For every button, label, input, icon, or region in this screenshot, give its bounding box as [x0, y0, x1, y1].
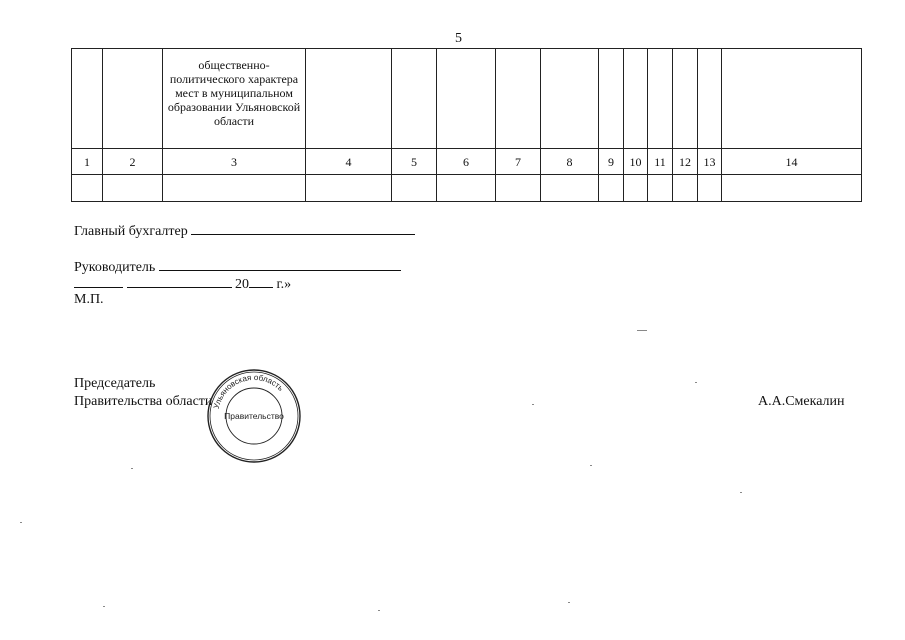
stamp-ring-text: Ульяновская область — [211, 372, 286, 410]
column-number: 14 — [722, 149, 862, 175]
date-day-blank — [74, 275, 123, 288]
date-suffix: г.» — [276, 277, 292, 292]
table-cell — [103, 49, 163, 149]
table-cell — [306, 49, 392, 149]
table-cell — [698, 175, 722, 202]
table-cell — [624, 175, 648, 202]
table-cell — [673, 175, 698, 202]
page-number: 5 — [455, 31, 462, 46]
table-cell — [72, 49, 103, 149]
scan-speck — [103, 606, 105, 607]
table-cell — [437, 49, 496, 149]
table-cell — [437, 175, 496, 202]
table-cell — [673, 49, 698, 149]
table-cell — [306, 175, 392, 202]
table-cell — [496, 175, 541, 202]
column-number: 9 — [599, 149, 624, 175]
table-cell — [72, 175, 103, 202]
column-number: 2 — [103, 149, 163, 175]
table-cell — [496, 49, 541, 149]
column-number: 11 — [648, 149, 673, 175]
table-cell — [624, 49, 648, 149]
chairman-name: А.А.Смекалин — [758, 394, 845, 409]
scan-speck — [637, 330, 647, 331]
scan-speck — [131, 468, 133, 469]
table-cell — [722, 175, 862, 202]
table-cell — [599, 49, 624, 149]
table-cell — [163, 175, 306, 202]
table-cell — [648, 175, 673, 202]
column-number: 5 — [392, 149, 437, 175]
seal-place-label: М.П. — [74, 292, 104, 307]
chairman-title-line1: Председатель — [74, 376, 156, 391]
signature-blank — [159, 258, 401, 271]
stamp-center-text: Правительство — [224, 411, 284, 421]
table-cell — [392, 49, 437, 149]
form-table — [71, 48, 862, 202]
scan-speck — [695, 382, 697, 383]
scan-speck — [568, 602, 570, 603]
scan-speck — [590, 465, 592, 466]
table-cell — [103, 175, 163, 202]
date-year-blank — [249, 275, 273, 288]
table-cell — [541, 49, 599, 149]
chief-accountant-line — [74, 222, 415, 240]
table-row — [72, 175, 862, 202]
column-number-row — [72, 149, 862, 175]
column-number: 12 — [673, 149, 698, 175]
table-cell — [648, 49, 673, 149]
column-number: 7 — [496, 149, 541, 175]
table-cell — [599, 175, 624, 202]
table-cell — [698, 49, 722, 149]
head-line — [74, 258, 401, 276]
official-stamp — [206, 368, 302, 464]
scan-speck — [740, 492, 742, 493]
scan-speck — [20, 522, 22, 523]
column-number: 6 — [437, 149, 496, 175]
chief-accountant-label: Главный бухгалтер — [74, 224, 188, 239]
column-number: 10 — [624, 149, 648, 175]
table-cell-col3-text: общественно-политического характера мест в муниципальном образовании Ульяновской области — [163, 49, 306, 149]
table-cell — [722, 49, 862, 149]
chairman-title-line2: Правительства области — [74, 394, 213, 409]
column-number: 3 — [163, 149, 306, 175]
head-label: Руководитель — [74, 260, 156, 275]
table-cell — [541, 175, 599, 202]
table-cell — [392, 175, 437, 202]
table-header-row — [72, 49, 862, 149]
column-number: 8 — [541, 149, 599, 175]
column-number: 13 — [698, 149, 722, 175]
column-number: 1 — [72, 149, 103, 175]
column-number: 4 — [306, 149, 392, 175]
scan-speck — [532, 404, 534, 405]
date-month-blank — [127, 275, 232, 288]
signature-blank — [191, 222, 415, 235]
scan-speck — [378, 610, 380, 611]
date-year-prefix: 20 — [235, 277, 249, 292]
date-line — [74, 275, 291, 293]
